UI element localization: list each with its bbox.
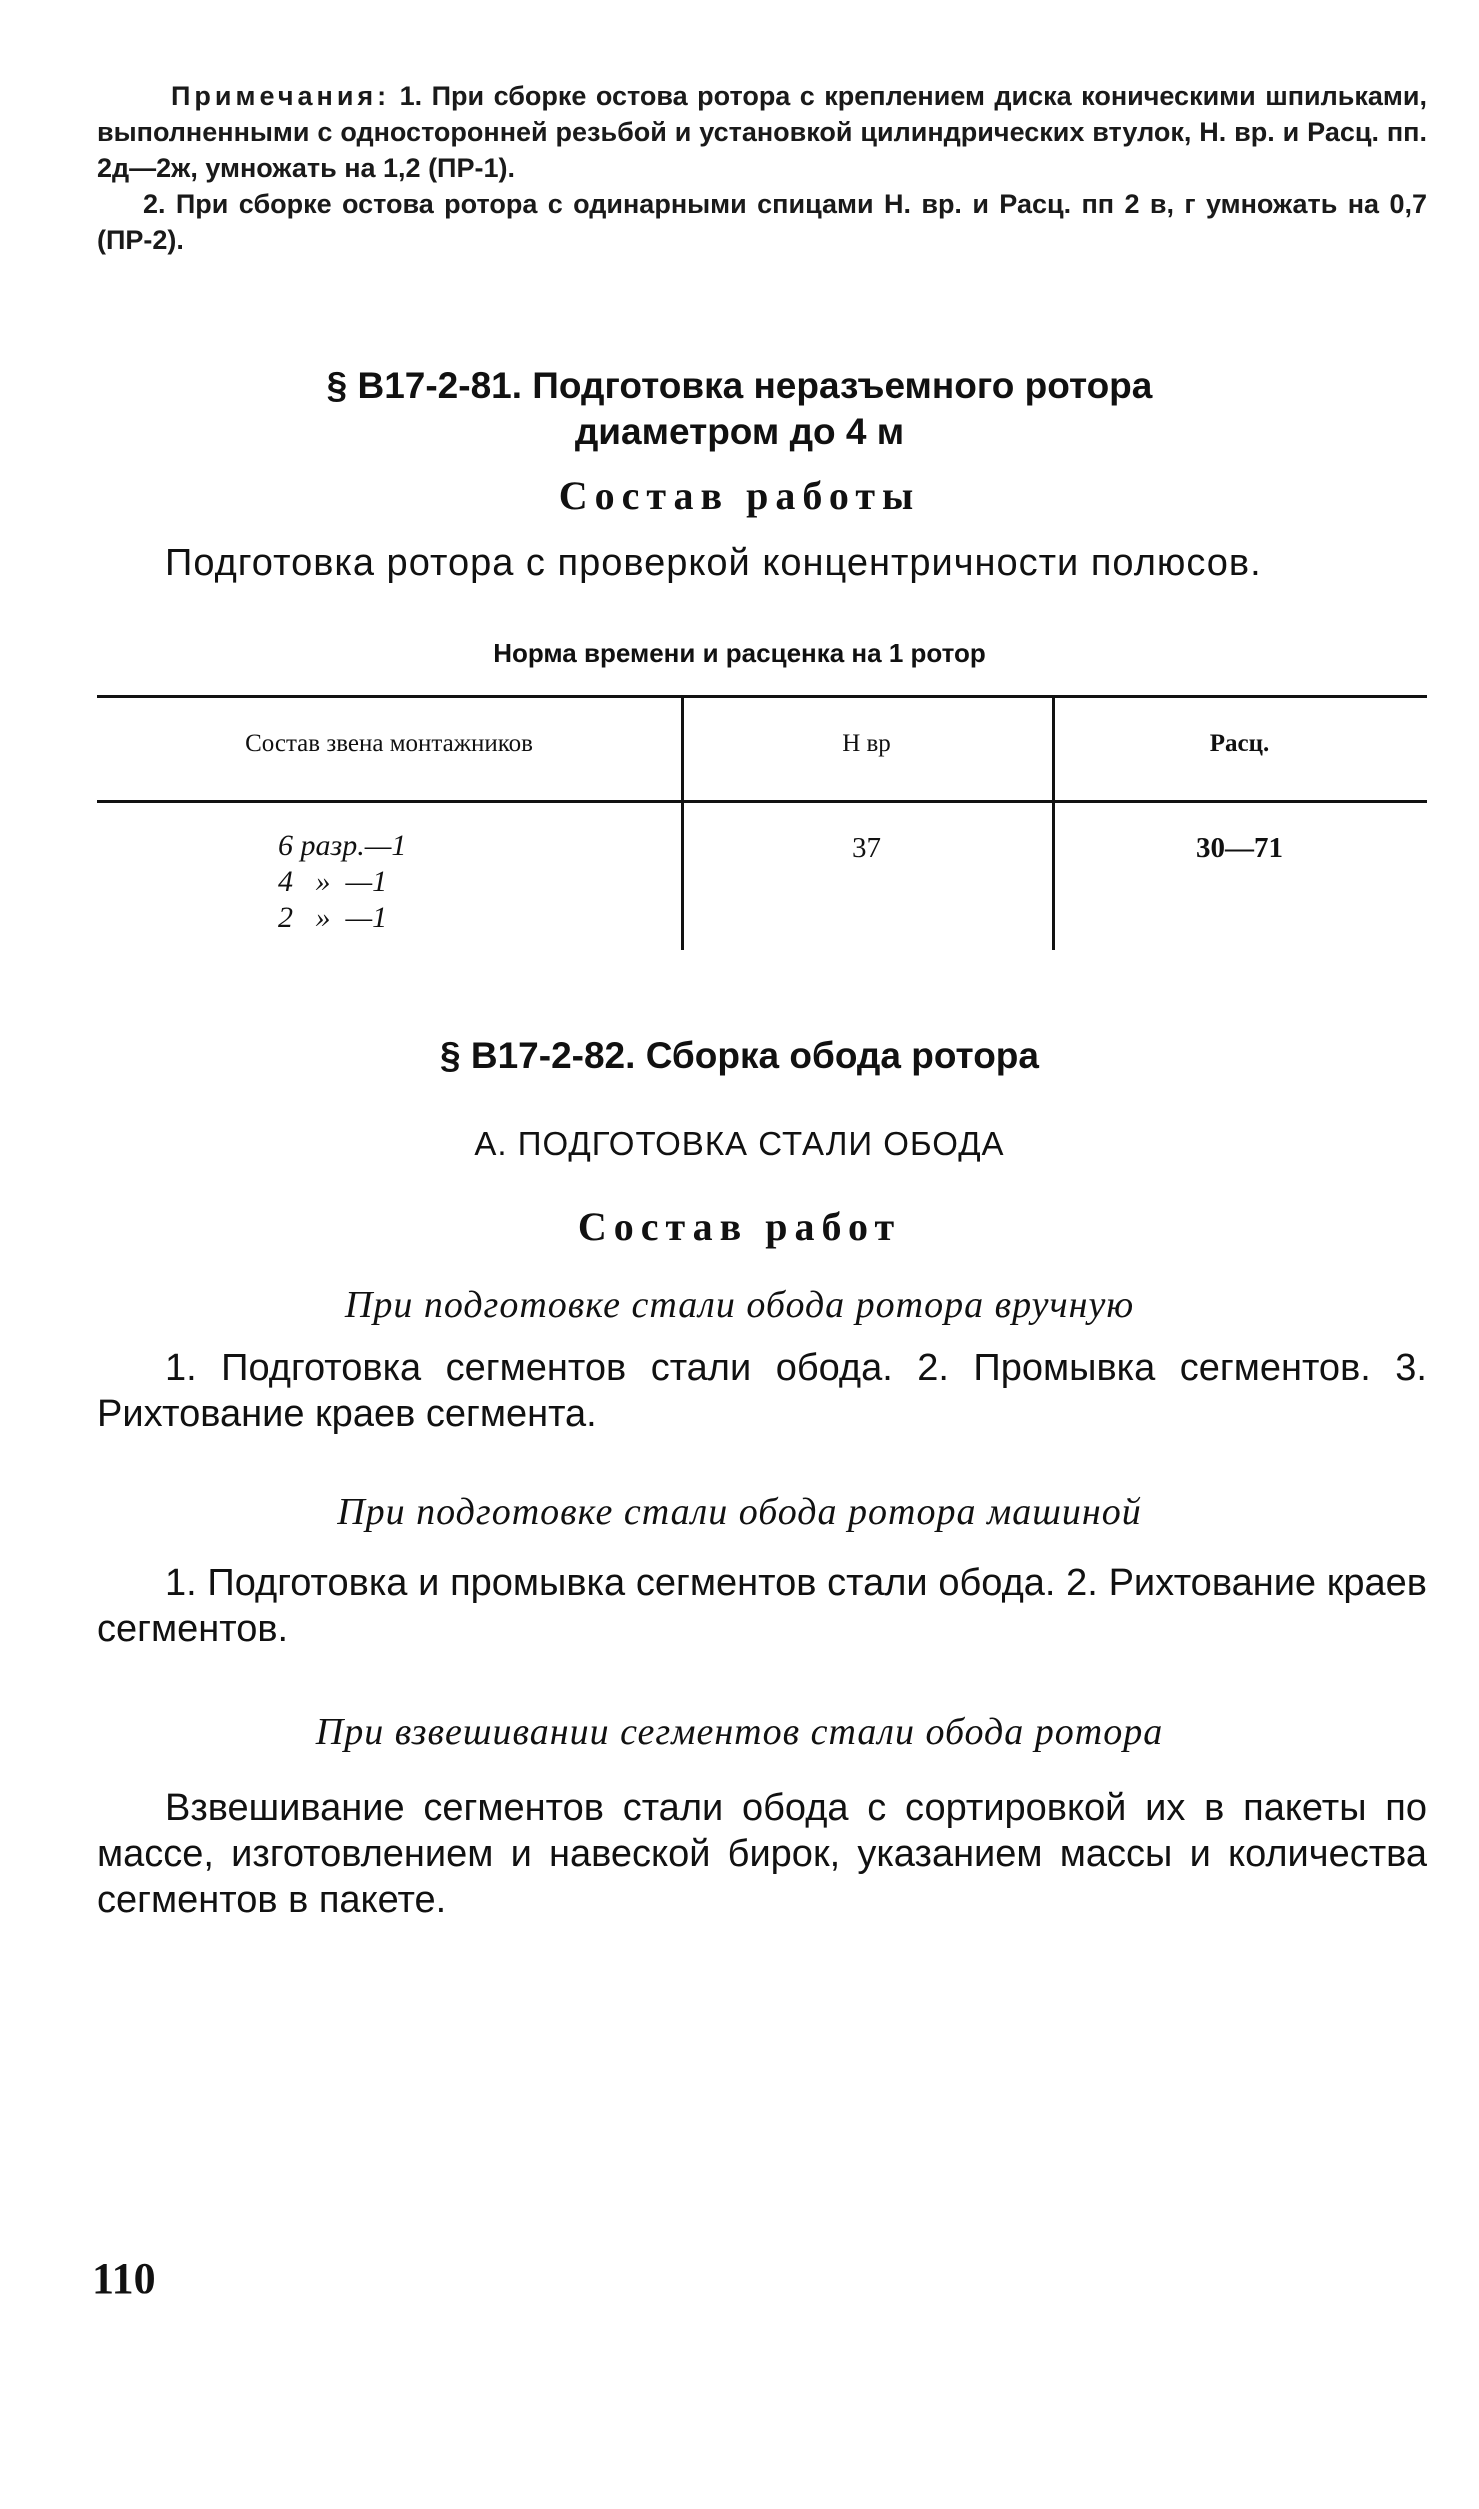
machine-prep-heading: При подготовке стали обода ротора машиной xyxy=(337,1491,1142,1533)
table-header-rate: Расц. xyxy=(1209,730,1270,757)
note-1 xyxy=(97,78,1427,186)
table-cell-crew xyxy=(278,828,406,936)
subsection-title: А. ПОДГОТОВКА СТАЛИ ОБОДА xyxy=(474,1125,1005,1162)
work-composition-text: Подготовка ротора с проверкой концентричности полюсов. xyxy=(165,542,1262,584)
section-title-b17-2-82: § В17-2-82. Сборка обода ротора xyxy=(440,1035,1039,1076)
table-caption: Норма времени и расценка на 1 ротор xyxy=(493,638,986,668)
section-title-b17-2-81 xyxy=(0,363,1479,455)
work-composition-heading: Состав работы xyxy=(558,473,921,518)
crew-line: 2 » —1 xyxy=(278,901,388,934)
works-composition-heading: Состав работ xyxy=(577,1204,902,1249)
note-1-text: 1. При сборке остова ротора с креплением диска коническими шпильками, выполненными с односторонней резьбой и установкой цилиндрических втулок, Н. вр. и Расц. пп. 2д—2ж, умножать на 1,2 (ПР-1). xyxy=(97,81,1427,183)
section-title-line-2: диаметром до 4 м xyxy=(574,411,905,452)
manual-prep-heading: При подготовке стали обода ротора вручную xyxy=(344,1284,1135,1326)
section-title-line-1: § В17-2-81. Подготовка неразъемного ротора xyxy=(326,365,1153,406)
table-top-rule xyxy=(97,695,1427,698)
machine-prep-text: 1. Подготовка и промывка сегментов стали обода. 2. Рихтование краев сегментов. xyxy=(97,1562,1427,1650)
table-header-crew: Состав звена монтажников xyxy=(245,730,533,757)
page-number: 110 xyxy=(92,2254,156,2303)
weighing-text: Взвешивание сегментов стали обода с сортировкой их в пакеты по массе, изготовлением и навеской бирок, указанием массы и количества сегментов в пакете. xyxy=(97,1787,1427,1921)
table-cell-norm-time: 37 xyxy=(852,832,881,864)
table-header-norm-time: Н вр xyxy=(842,730,891,757)
note-2: 2. При сборке остова ротора с одинарными спицами Н. вр. и Расц. пп 2 в, г умножать на 0,7 (ПР-2). xyxy=(97,189,1427,255)
manual-prep-text: 1. Подготовка сегментов стали обода. 2. Промывка сегментов. 3. Рихтование краев сегмента. xyxy=(97,1347,1427,1435)
notes-block xyxy=(97,78,1427,258)
notes-label: Примечания: xyxy=(171,81,391,111)
crew-line: 6 разр.—1 xyxy=(278,829,407,862)
table-cell-rate: 30—71 xyxy=(1196,832,1283,864)
crew-line: 4 » —1 xyxy=(278,865,388,898)
weighing-heading: При взвешивании сегментов стали обода ротора xyxy=(315,1711,1164,1753)
table-header-rule xyxy=(97,800,1427,803)
